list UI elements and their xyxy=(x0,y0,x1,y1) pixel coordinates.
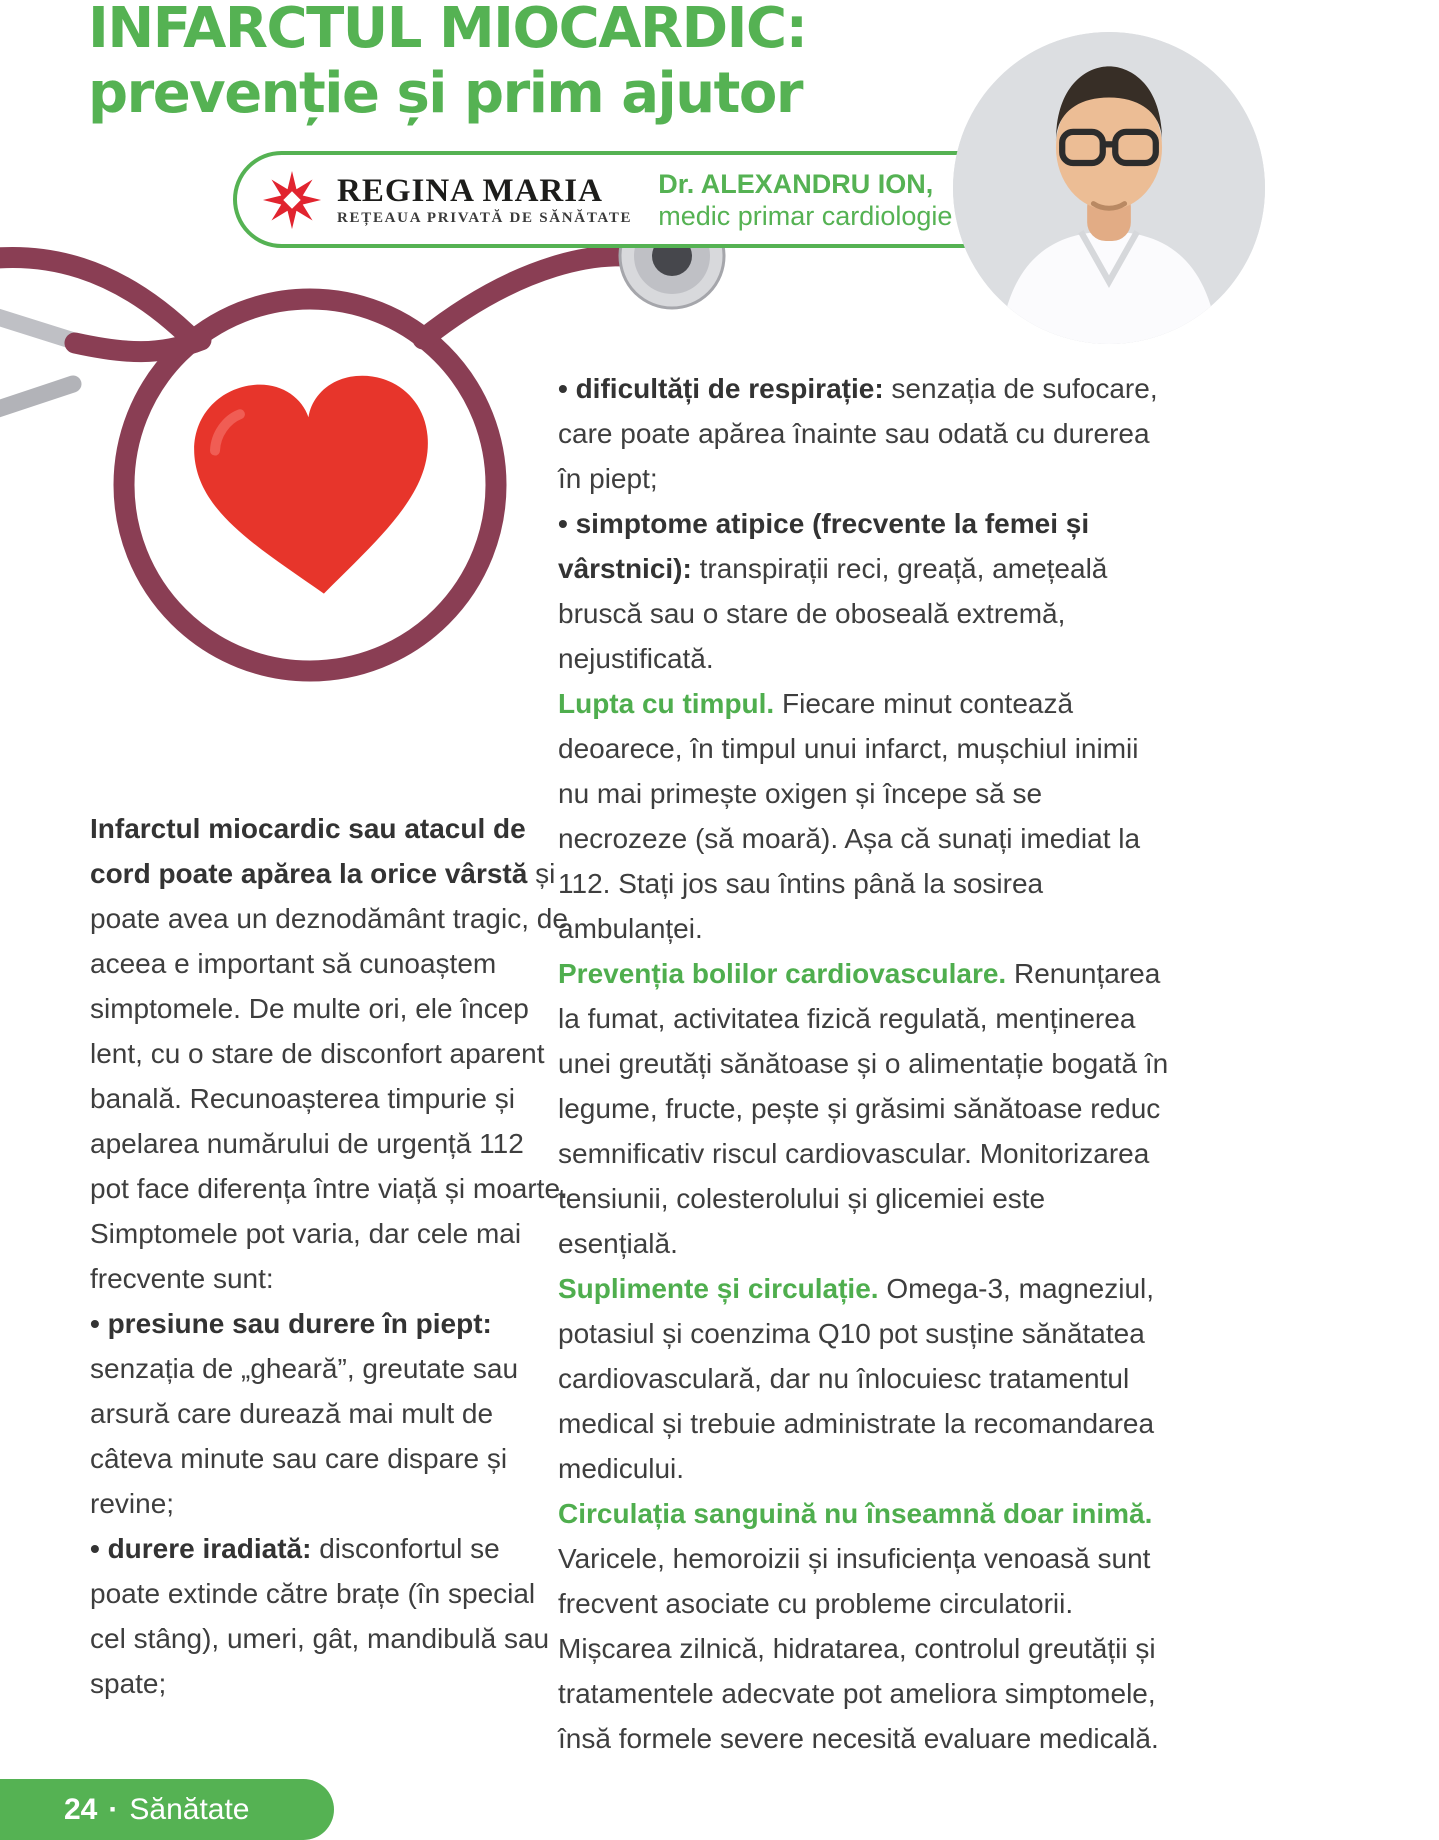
section-text: Fiecare minut contează deoarece, în timpul unui infarct, mușchiul inimii nu mai primește oxigen și începe să se necrozeze (să moară). Așa că sunați imediat la 112. Stați jos sau întins până la sosirea ambulanței. xyxy=(558,688,1141,944)
section-paragraph xyxy=(558,951,1170,1266)
regina-maria-logo-text xyxy=(337,173,632,227)
intro-lead: Infarctul miocardic sau atacul de cord poate apărea la orice vârstă xyxy=(90,813,528,889)
article-column-right xyxy=(558,366,1170,1761)
bullet-lead: • simptome atipice (frecvente la femei și vârstnici): xyxy=(558,508,1090,584)
bullet-item xyxy=(90,1301,568,1526)
page-title-line2: prevenție și prim ajutor xyxy=(88,61,802,126)
bullet-item xyxy=(558,366,1170,501)
section-label: Sănătate xyxy=(129,1792,250,1826)
bullet-text: transpirații reci, greață, amețeală bruscă sau o stare de oboseală extremă, nejustificată. xyxy=(558,553,1108,674)
doctor-title: medic primar cardiologie xyxy=(658,200,953,231)
bullet-text: senzația de sufocare, care poate apărea înainte sau odată cu durerea în piept; xyxy=(558,373,1158,494)
page-title-line1: INFARCTUL MIOCARDIC: xyxy=(88,0,807,61)
doctor-credit xyxy=(658,168,952,232)
regina-maria-star-icon xyxy=(261,169,323,231)
bullet-lead: • durere iradiată: xyxy=(90,1533,312,1564)
page-title xyxy=(88,0,806,126)
logo-name: REGINA MARIA xyxy=(337,172,603,209)
bullet-text: disconfortul se poate extinde către brațe (în special cel stâng), umeri, gât, mandibulă sau spate; xyxy=(90,1533,550,1699)
footer-separator: · xyxy=(108,1792,119,1826)
stethoscope-earpieces-icon xyxy=(0,308,77,420)
bullet-item xyxy=(558,501,1170,681)
section-text: Omega-3, magneziul, potasiul și coenzima Q10 pot susține sănătatea cardiovasculară, dar nu înlocuiesc tratamentul medical și trebuie administrate la recomandarea medicului. xyxy=(558,1273,1155,1484)
article-column-left xyxy=(90,806,568,1706)
section-heading: Prevenția bolilor cardiovasculare. xyxy=(558,958,1007,989)
section-text: Renunțarea la fumat, activitatea fizică regulată, menținerea unei greutăți sănătoase și o alimentație bogată în legume, fructe, pește și grăsimi sănătoase reduc semnificativ riscul cardiovascular. Monitorizarea tensiunii, colesterolului și glicemiei este esențială. xyxy=(558,958,1169,1259)
doctor-name: Dr. ALEXANDRU ION, xyxy=(658,168,934,199)
page-number: 24 xyxy=(64,1792,98,1826)
section-paragraph xyxy=(558,681,1170,951)
doctor-portrait xyxy=(953,32,1265,344)
section-heading: Lupta cu timpul. xyxy=(558,688,775,719)
logo-subtitle: REȚEAUA PRIVATĂ DE SĂNĂTATE xyxy=(337,209,633,226)
intro-paragraph xyxy=(90,806,568,1301)
heart-icon xyxy=(189,370,441,604)
doctor-avatar-icon xyxy=(953,32,1265,344)
bullet-item xyxy=(90,1526,568,1706)
section-heading: Circulația sanguină nu înseamnă doar inimă. xyxy=(558,1498,1153,1529)
section-text: Varicele, hemoroizii și insuficiența venoasă sunt frecvent asociate cu probleme circulatorii. Mișcarea zilnică, hidratarea, controlul greutății și tratamentele adecvate pot ameliora simptomele, însă formele severe necesită evaluare medicală. xyxy=(558,1543,1159,1754)
intro-text: și poate avea un deznodământ tragic, de aceea e important să cunoaștem simptomele. De multe ori, ele încep lent, cu o stare de disconfort aparent banală. Recunoașterea timpurie și apelarea numărului de urgență 112 pot face diferența între viață și moarte. Simptomele pot varia, dar cele mai frecvente sunt: xyxy=(90,858,568,1294)
bullet-lead: • dificultăți de respirație: xyxy=(558,373,884,404)
section-paragraph xyxy=(558,1266,1170,1491)
page-footer-badge xyxy=(0,1779,334,1840)
section-heading: Suplimente și circulație. xyxy=(558,1273,879,1304)
bullet-text: senzația de „gheară”, greutate sau arsură care durează mai mult de câteva minute sau care dispare și revine; xyxy=(90,1353,519,1519)
section-paragraph xyxy=(558,1491,1170,1761)
bullet-lead: • presiune sau durere în piept: xyxy=(90,1308,492,1339)
